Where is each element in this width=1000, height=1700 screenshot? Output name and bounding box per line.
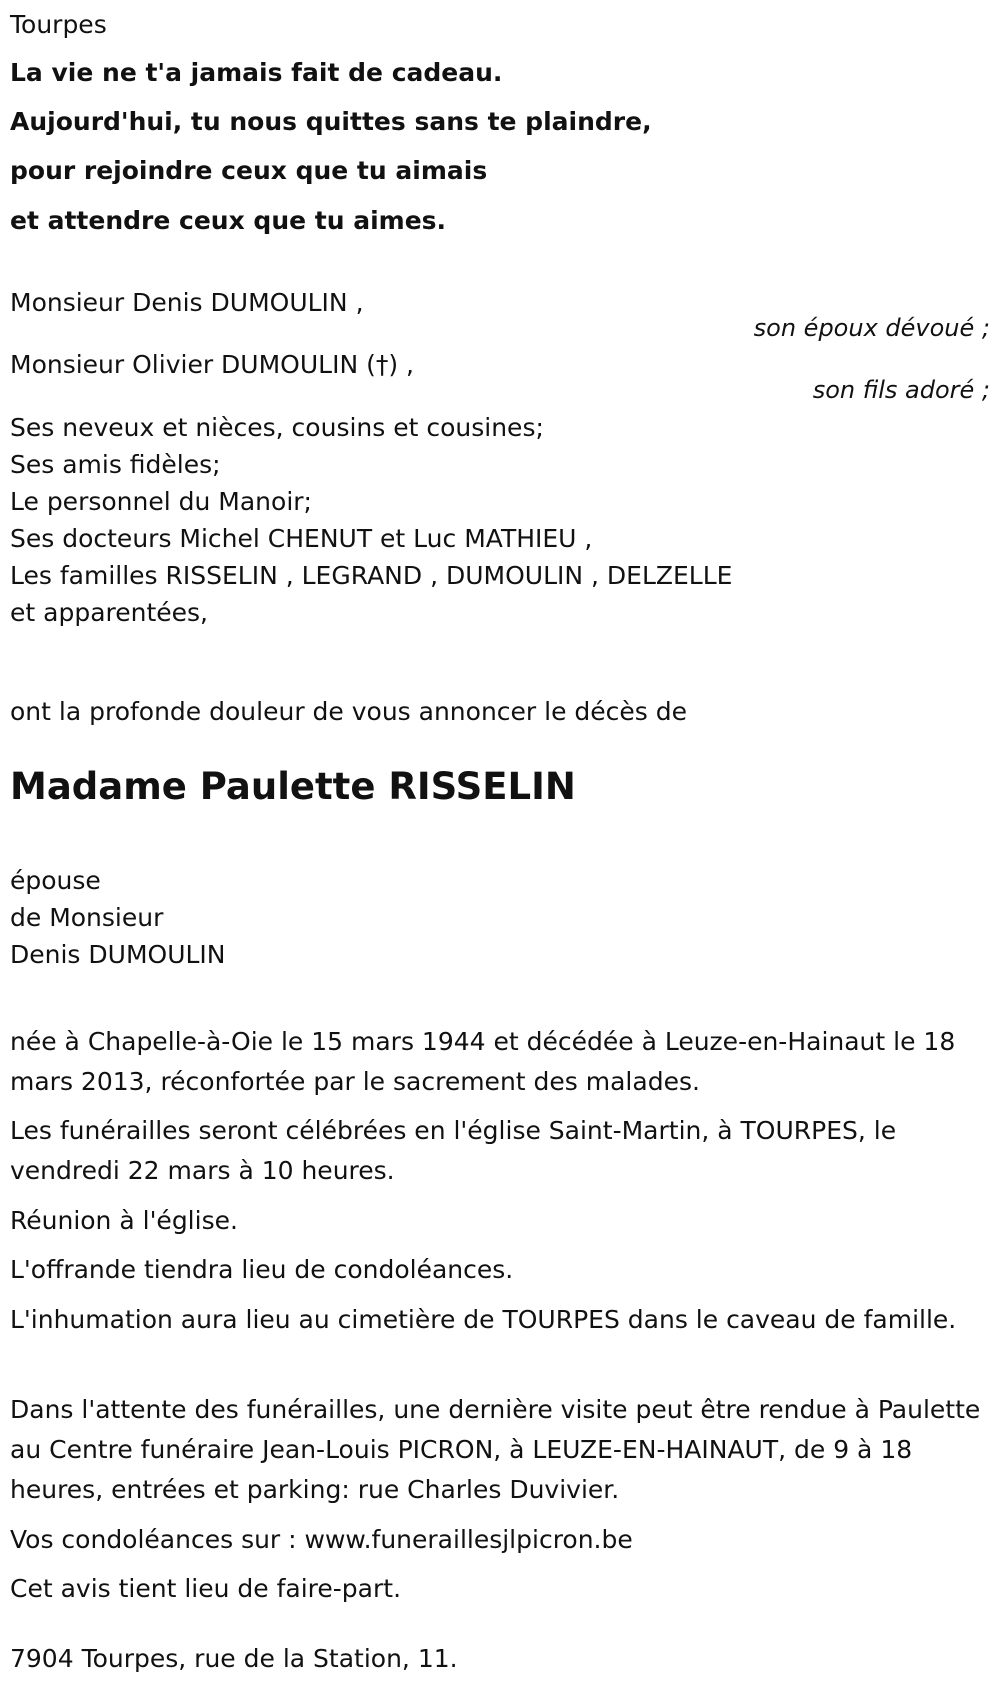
mourner-line: Ses neveux et nièces, cousins et cousines; xyxy=(10,413,544,442)
relation-line: de Monsieur xyxy=(10,903,164,932)
mourner-line: Ses amis fidèles; xyxy=(10,450,221,479)
relation-line: Denis DUMOULIN xyxy=(10,940,226,969)
other-mourners xyxy=(10,409,732,631)
poem-line-1: La vie ne t'a jamais fait de cadeau. xyxy=(10,58,503,87)
relation-block xyxy=(10,862,226,973)
mourner-line: Le personnel du Manoir; xyxy=(10,487,312,516)
relation-line: épouse xyxy=(10,866,101,895)
spouse-role: son époux dévoué ; xyxy=(753,314,990,342)
funeral-paragraph: Les funérailles seront célébrées en l'église Saint-Martin, à TOURPES, le vendredi 22 mars à 10 heures. xyxy=(10,1116,897,1185)
deceased-name: Madame Paulette RISSELIN xyxy=(10,765,576,808)
birth-death-paragraph: née à Chapelle-à-Oie le 15 mars 1944 et décédée à Leuze-en-Hainaut le 18 mars 2013, réconfortée par le sacrement des malades. xyxy=(10,1027,956,1096)
city-heading: Tourpes xyxy=(10,10,107,39)
poem-line-2: Aujourd'hui, tu nous quittes sans te plaindre, xyxy=(10,107,652,136)
burial-paragraph: L'inhumation aura lieu au cimetière de TOURPES dans le caveau de famille. xyxy=(10,1305,957,1334)
poem-line-3: pour rejoindre ceux que tu aimais xyxy=(10,156,488,185)
condolences-paragraph: Vos condoléances sur : www.funeraillesjlpicron.be xyxy=(10,1525,633,1554)
notice-paragraph: Cet avis tient lieu de faire-part. xyxy=(10,1574,402,1603)
poem-line-4: et attendre ceux que tu aimes. xyxy=(10,206,447,235)
son-name: Monsieur Olivier DUMOULIN (†) , xyxy=(10,350,414,379)
mourner-line: Les familles RISSELIN , LEGRAND , DUMOULIN , DELZELLE xyxy=(10,561,733,590)
spouse-name: Monsieur Denis DUMOULIN , xyxy=(10,288,364,317)
visit-paragraph: Dans l'attente des funérailles, une dernière visite peut être rendue à Paulette au Centre funéraire Jean-Louis PICRON, à LEUZE-EN-HAINAUT, de 9 à 18 heures, entrées et parking: rue Charles Duvivier. xyxy=(10,1395,981,1504)
meeting-paragraph: Réunion à l'église. xyxy=(10,1206,238,1235)
offering-paragraph: L'offrande tiendra lieu de condoléances. xyxy=(10,1255,514,1284)
son-role: son fils adoré ; xyxy=(812,376,990,404)
mourner-line: Ses docteurs Michel CHENUT et Luc MATHIEU , xyxy=(10,524,593,553)
address: 7904 Tourpes, rue de la Station, 11. xyxy=(10,1644,458,1673)
announcement: ont la profonde douleur de vous annoncer le décès de xyxy=(10,697,688,726)
mourner-line: et apparentées, xyxy=(10,598,208,627)
